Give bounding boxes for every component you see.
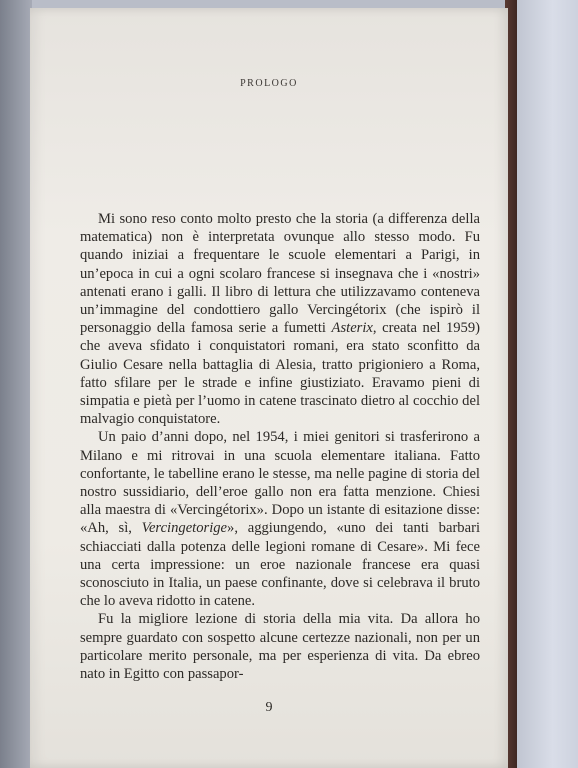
text-run: Fu la migliore lezione di storia della mia vita. Da allora ho sempre guardato con sospetto alcune certezze nazionali, non per un particolare merito personale, ma per esperienza di vita. Da ebreo nato in Egitto con passapor- [80, 611, 480, 683]
body-text [80, 210, 480, 683]
background-left [0, 0, 32, 768]
text-run: , creata nel 1959) che aveva sfidato i conquistatori romani, era stato sconfitto da Giulio Cesare nella battaglia di Alesia, tratto prigioniero a Roma, fatto sfilare per le strade e infine giustiziato. Eravamo pieni di simpatia e pietà per l’uomo in catene trascinato dietro al cocchio del malvagio conquistatore. [80, 320, 481, 428]
paragraph-3 [80, 610, 480, 683]
text-run: Un paio d’anni dopo, nel 1954, i miei genitori si trasferirono a Milano e mi ritrovai in una scuola elementare italiana. Fatto confortante, le tabelline erano le stesse, ma nelle pagine di storia del nostro sussidiario, dell’eroe gallo non era fatta menzione. Chiesi alla maestra di «Vercingétorix». Dopo un istante di esitazione disse: «Ah, sì, [80, 429, 480, 537]
text-run-italic: Vercingetorige [141, 520, 228, 537]
page-number: 9 [265, 700, 273, 715]
text-run: », aggiungendo, «uno dei tanti barbari schiacciati dalla potenza delle legioni romane di Cesare». Mi fece una certa impressione: un eroe nazionale francese era quasi sconosciuto in Italia, un paese confinante, dove si celebrava il bruto che lo aveva ridotto in catene. [80, 520, 480, 610]
background-right [515, 0, 578, 768]
paragraph-2 [80, 428, 480, 610]
text-run-italic: Asterix [331, 320, 373, 337]
text-run: Mi sono reso conto molto presto che la storia (a differenza della matematica) non è interpretata ovunque allo stesso modo. Fu quando iniziai a frequentare le scuole elementari a Parigi, in un’epoca in cui a ogni scolaro francese si insegnava che i «nostri» antenati erano i galli. Il libro di lettura che utilizzavamo conteneva un’immagine del condottiero gallo Vercingétorix (che ispirò il personaggio della famosa serie a fumetti [80, 211, 480, 337]
running-head: PROLOGO [240, 78, 298, 89]
paragraph-1 [80, 210, 480, 428]
book-page [30, 8, 508, 768]
